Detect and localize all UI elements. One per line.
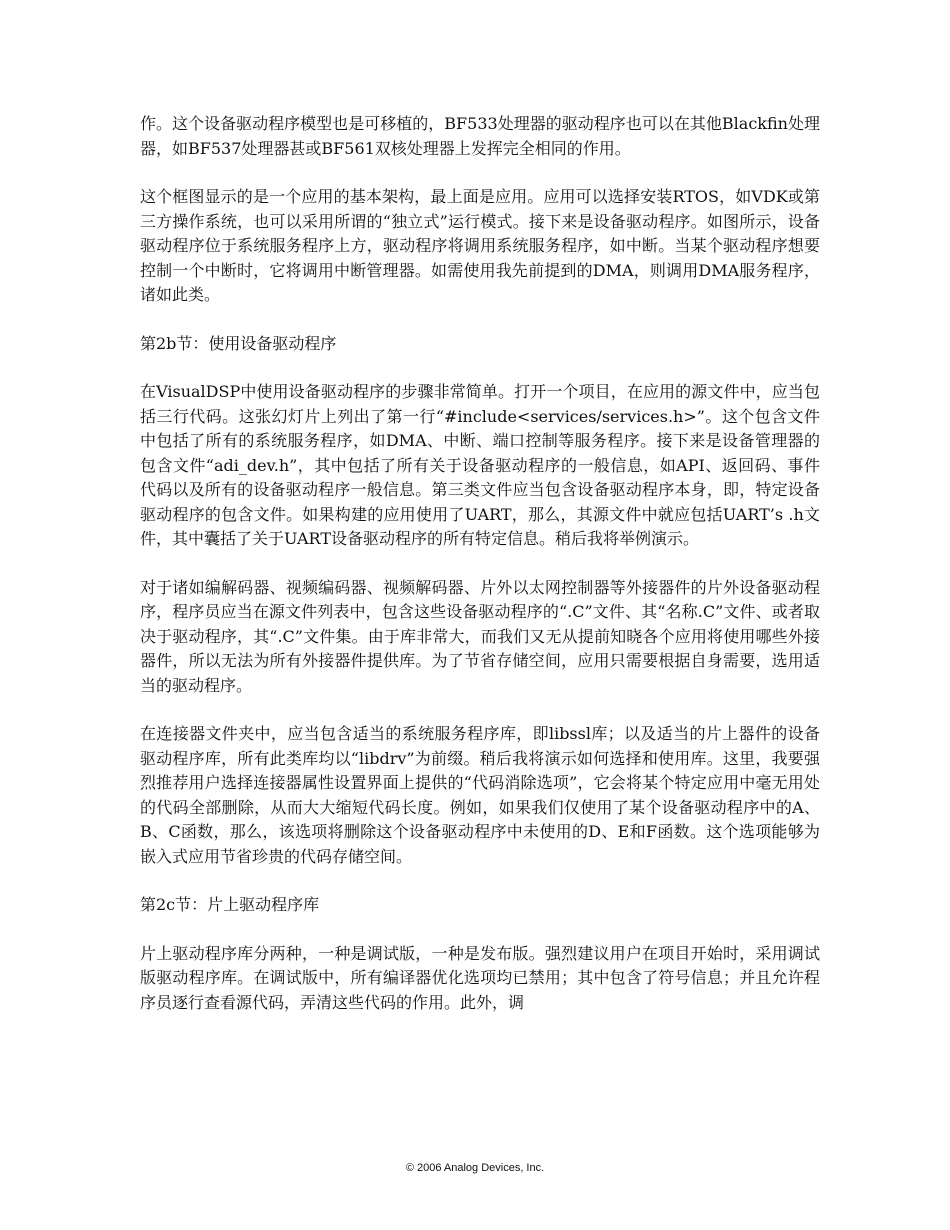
page-footer-copyright: © 2006 Analog Devices, Inc. bbox=[405, 1162, 545, 1174]
paragraph-block-diagram: 这个框图显示的是一个应用的基本架构，最上面是应用。应用可以选择安装RTOS，如VDK或第三方操作系统，也可以采用所谓的“独立式”运行模式。接下来是设备驱动程序。如图所示，设备驱动程序位于系统服务程序上方，驱动程序将调用系统服务程序，如中断。当某个驱动程序想要控制一个中断时，它将调用中断管理器。如需使用我先前提到的DMA，则调用DMA服务程序，诸如此类。 bbox=[140, 187, 820, 304]
paragraph-linker-libraries: 在连接器文件夹中，应当包含适当的系统服务程序库，即libssl库；以及适当的片上器件的设备驱动程序库，所有此类库均以“libdrv”为前缀。稍后我将演示如何选择和使用库。这里，我要强烈推荐用户选择连接器属性设置界面上提供的“代码消除选项”，它会将某个特定应用中毫无用处的代码全部删除，从而大大缩短代码长度。例如，如果我们仅使用了某个设备驱动程序中的A、B、C函数，那么，该选项将删除这个设备驱动程序中未使用的D、E和F函数。这个选项能够为嵌入式应用节省珍贵的代码存储空间。 bbox=[140, 724, 820, 866]
document-body bbox=[140, 112, 820, 1039]
section-heading-2b: 第2b节：使用设备驱动程序 bbox=[140, 333, 337, 353]
paragraph-portability: 作。这个设备驱动程序模型也是可移植的，BF533处理器的驱动程序也可以在其他Blackfin处理器，如BF537处理器甚或BF561双核处理器上发挥完全相同的作用。 bbox=[140, 114, 820, 158]
section-heading-2c: 第2c节：片上驱动程序库 bbox=[140, 895, 320, 914]
paragraph-using-drivers: 在VisualDSP中使用设备驱动程序的步骤非常简单。打开一个项目，在应用的源文件中，应当包括三行代码。这张幻灯片上列出了第一行“#include<services/services.h>”。这个包含文件中包括了所有的系统服务程序，如DMA、中断、端口控制等服务程序。接下来是设备管理器的包含文件“adi_dev.h”，其中包括了所有关于设备驱动程序的一般信息，如API、返回码、事件代码以及所有的设备驱动程序一般信息。第三类文件应当包含设备驱动程序本身，即，特定设备驱动程序的包含文件。如果构建的应用使用了UART，那么，其源文件中就应包括UART’s .h文件，其中囊括了关于UART设备驱动程序的所有特定信息。稍后我将举例演示。 bbox=[140, 382, 820, 548]
paragraph-offchip-drivers: 对于诸如编解码器、视频编码器、视频解码器、片外以太网控制器等外接器件的片外设备驱动程序，程序员应当在源文件列表中，包含这些设备驱动程序的“.C”文件、其“名称.C”文件、或者取决于驱动程序，其“.C”文件集。由于库非常大，而我们又无从提前知晓各个应用将使用哪些外接器件，所以无法为所有外接器件提供库。为了节省存储空间，应用只需要根据自身需要，选用适当的驱动程序。 bbox=[140, 577, 820, 695]
paragraph-onchip-libraries: 片上驱动程序库分两种，一种是调试版，一种是发布版。强烈建议用户在项目开始时，采用调试版驱动程序库。在调试版中，所有编译器优化选项均已禁用；其中包含了符号信息；并且允许程序员逐行查看源代码，弄清这些代码的作用。此外，调 bbox=[140, 943, 820, 1012]
